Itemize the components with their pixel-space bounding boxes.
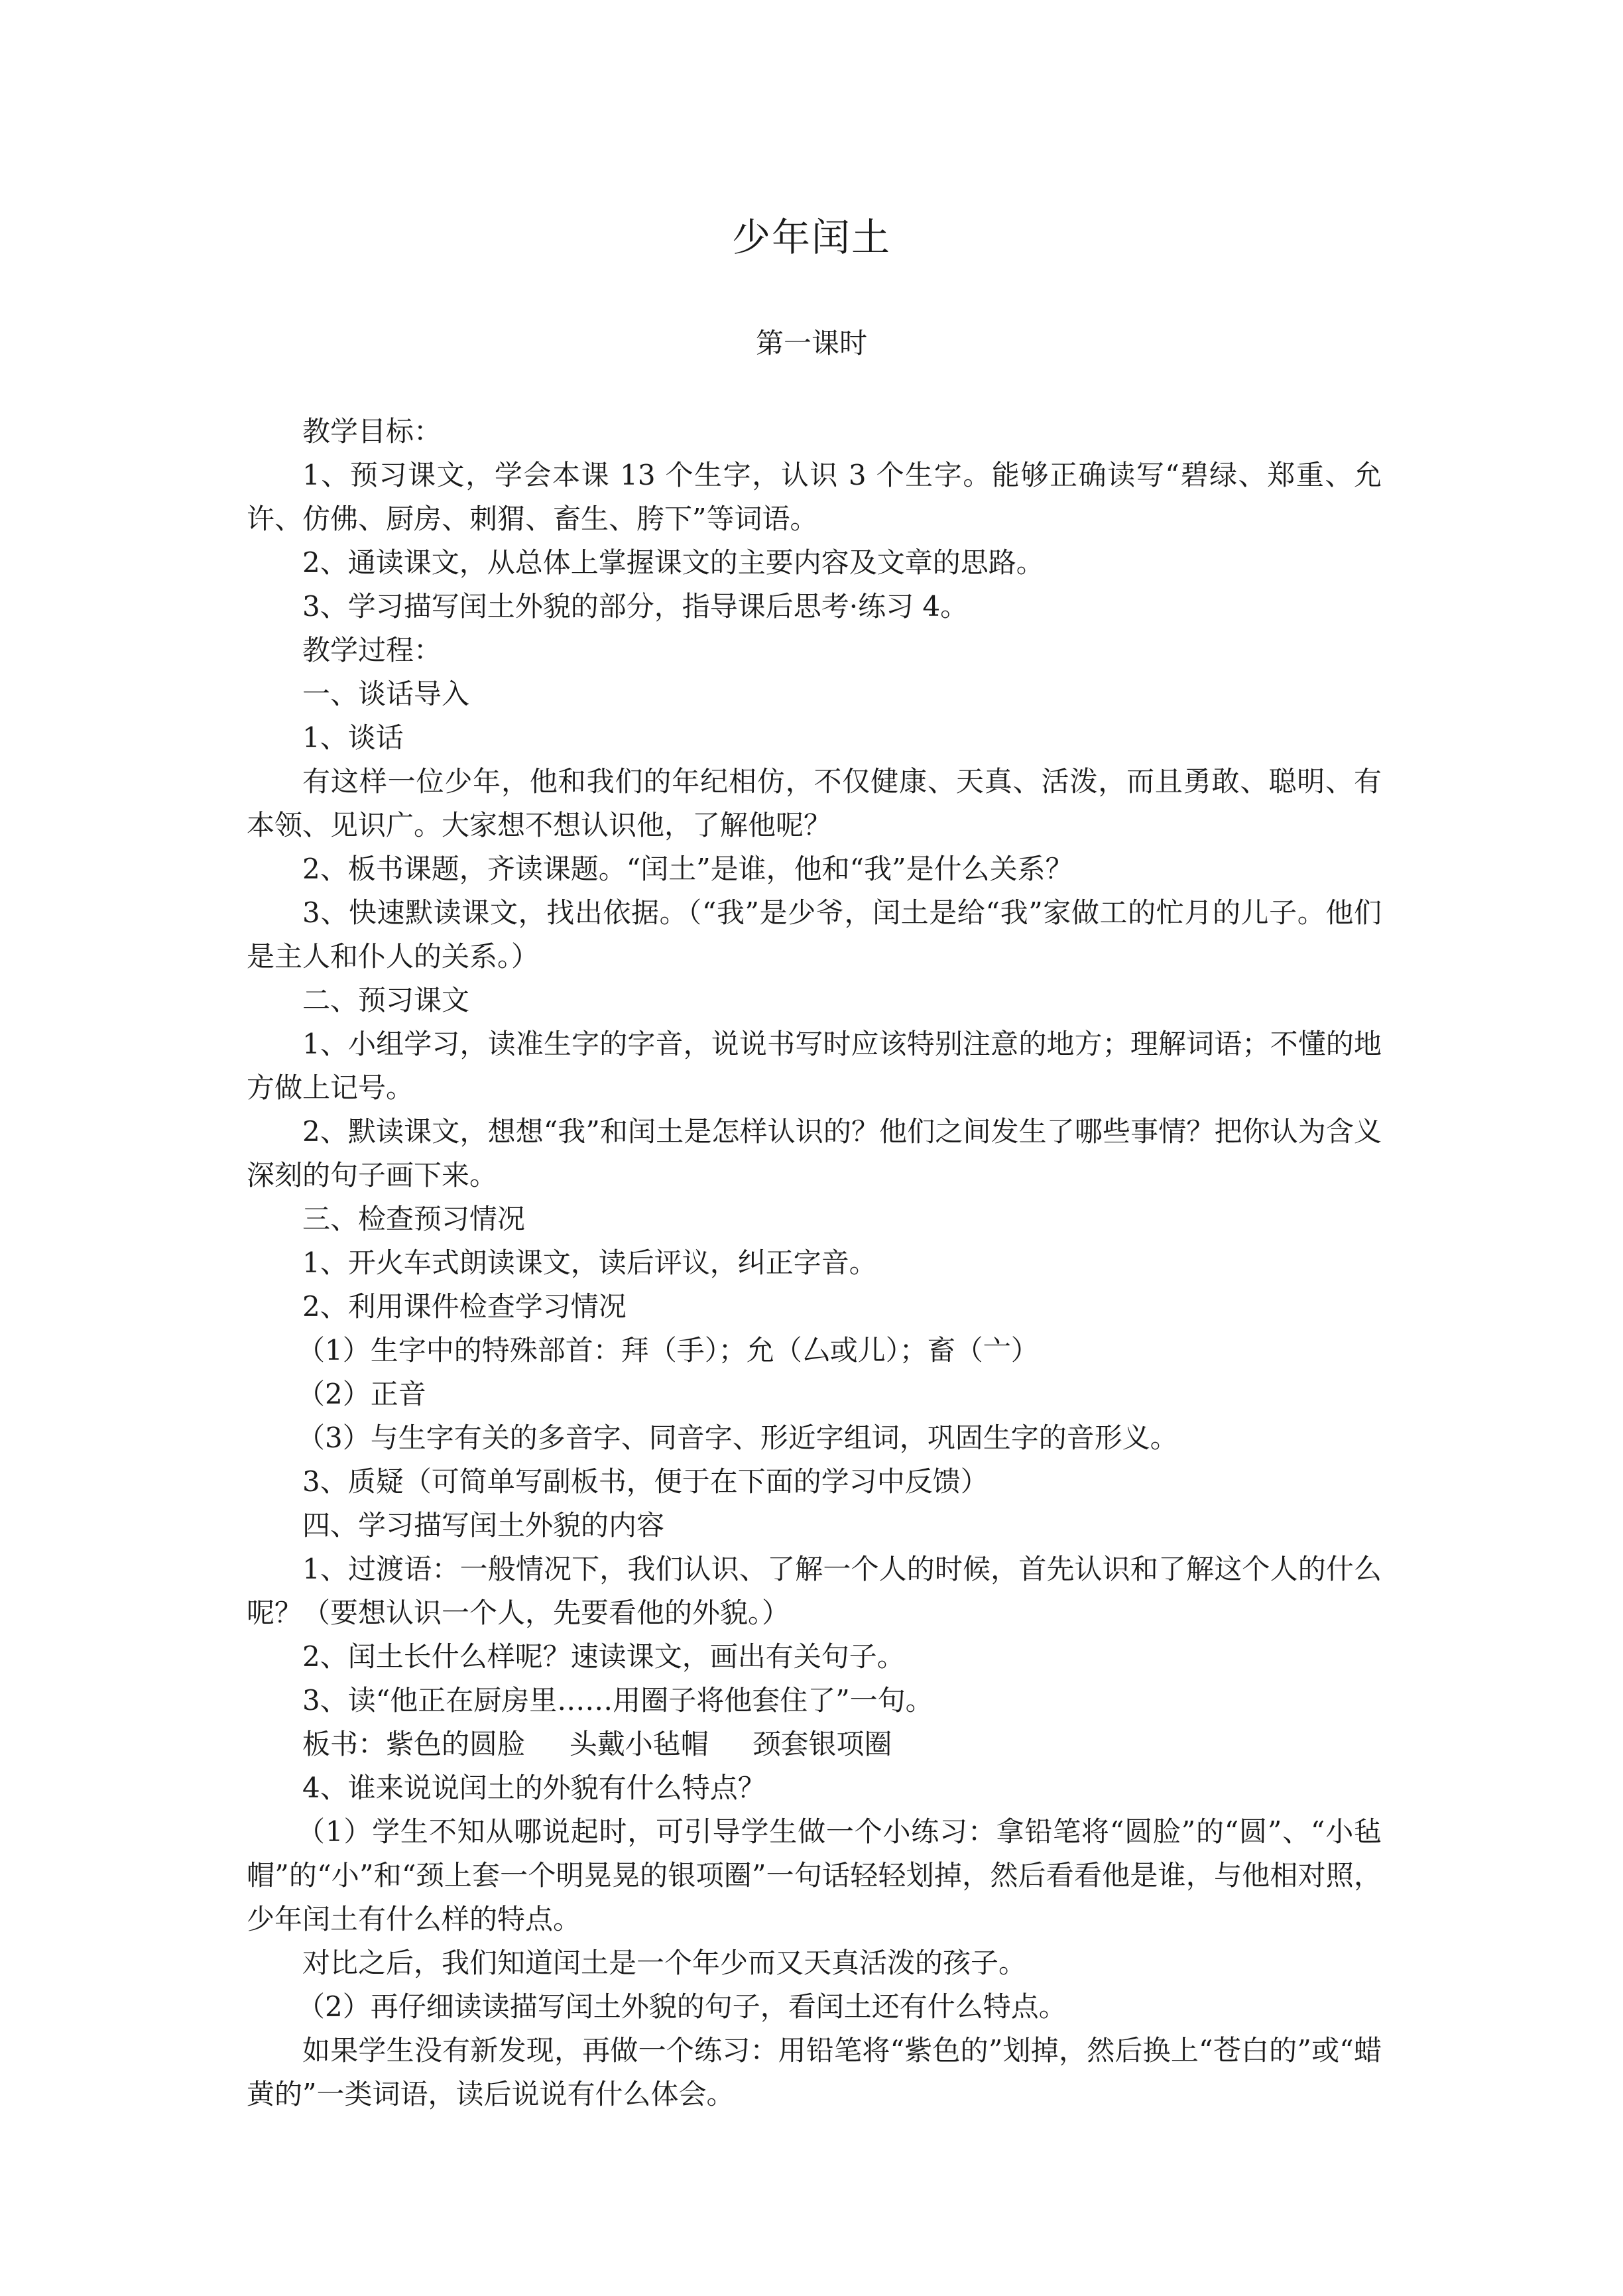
sub-item: （2）正音 [297, 1378, 426, 1410]
step-item: 1、小组学习，读准生字的字音，说说书写时应该特别注意的地方；理解词语；不懂的地方做上记号。 [247, 1028, 1382, 1104]
sub-item: （2）再仔细读读描写闰土外貌的句子，看闰土还有什么特点。 [297, 1990, 1067, 2023]
sub-item: （1）生字中的特殊部首：拜（手）；允（厶或儿）；畜（亠） [297, 1334, 1039, 1366]
lesson-period-heading: 第一课时 [755, 327, 867, 359]
step-item: 1、开火车式朗读课文，读后评议，纠正字音。 [302, 1246, 877, 1279]
document-body [247, 410, 1382, 2116]
step-item: 2、利用课件检查学习情况 [302, 1290, 627, 1323]
section-heading-objectives: 教学目标： [302, 415, 442, 448]
sub-item: （3）与生字有关的多音字、同音字、形近字组词，巩固生字的音形义。 [297, 1421, 1178, 1454]
objective-item: 3、学习描写闰土外貌的部分，指导课后思考·练习 4。 [302, 590, 969, 623]
step-heading: 一、谈话导入 [302, 678, 470, 710]
objective-item: 2、通读课文，从总体上掌握课文的主要内容及文章的思路。 [302, 546, 1044, 579]
step-item: 2、默读课文，想想“我”和闰土是怎样认识的？他们之间发生了哪些事情？把你认为含义深刻的句子画下来。 [247, 1115, 1382, 1191]
page-title: 少年闰土 [731, 215, 891, 260]
step-item: 2、板书课题，齐读课题。“闰土”是谁，他和“我”是什么关系？ [302, 853, 1073, 885]
body-paragraph: 有这样一位少年，他和我们的年纪相仿，不仅健康、天真、活泼，而且勇敢、聪明、有本领、见识广。大家想不想认识他，了解他呢？ [247, 765, 1382, 841]
blackboard-note: 板书：紫色的圆脸 头戴小毡帽 颈套银项圈 [302, 1728, 892, 1760]
body-paragraph: 对比之后，我们知道闰土是一个年少而又天真活泼的孩子。 [302, 1947, 1027, 1979]
body-paragraph: 如果学生没有新发现，再做一个练习：用铅笔将“紫色的”划掉，然后换上“苍白的”或“蜡黄的”一类词语，读后说说有什么体会。 [247, 2034, 1382, 2110]
step-item: 1、过渡语：一般情况下，我们认识、了解一个人的时候，首先认识和了解这个人的什么呢？（要想认识一个人，先要看他的外貌。） [247, 1553, 1382, 1629]
section-heading-process: 教学过程： [302, 634, 442, 666]
step-heading: 四、学习描写闰土外貌的内容 [302, 1509, 665, 1541]
step-item: 3、快速默读课文，找出依据。（“我”是少爷，闰土是给“我”家做工的忙月的儿子。他们是主人和仆人的关系。） [247, 896, 1382, 973]
step-heading: 三、检查预习情况 [302, 1203, 526, 1235]
sub-item: （1）学生不知从哪说起时，可引导学生做一个小练习：拿铅笔将“圆脸”的“圆”、“小毡帽”的“小”和“颈上套一个明晃晃的银项圈”一句话轻轻划掉，然后看看他是谁，与他相对照，少年闰土有什么样的特点。 [247, 1815, 1382, 1935]
step-item: 3、质疑（可简单写副板书，便于在下面的学习中反馈） [302, 1465, 989, 1498]
step-item: 1、谈话 [302, 721, 404, 754]
step-item: 2、闰土长什么样呢？速读课文，画出有关句子。 [302, 1640, 905, 1673]
step-item: 3、读“他正在厨房里……用圈子将他套住了”一句。 [302, 1684, 933, 1717]
step-heading: 二、预习课文 [302, 984, 470, 1016]
objective-item: 1、预习课文，学会本课 13 个生字，认识 3 个生字。能够正确读写“碧绿、郑重、允许、仿佛、厨房、刺猬、畜生、胯下”等词语。 [247, 459, 1382, 535]
step-item: 4、谁来说说闰土的外貌有什么特点？ [302, 1772, 766, 1804]
